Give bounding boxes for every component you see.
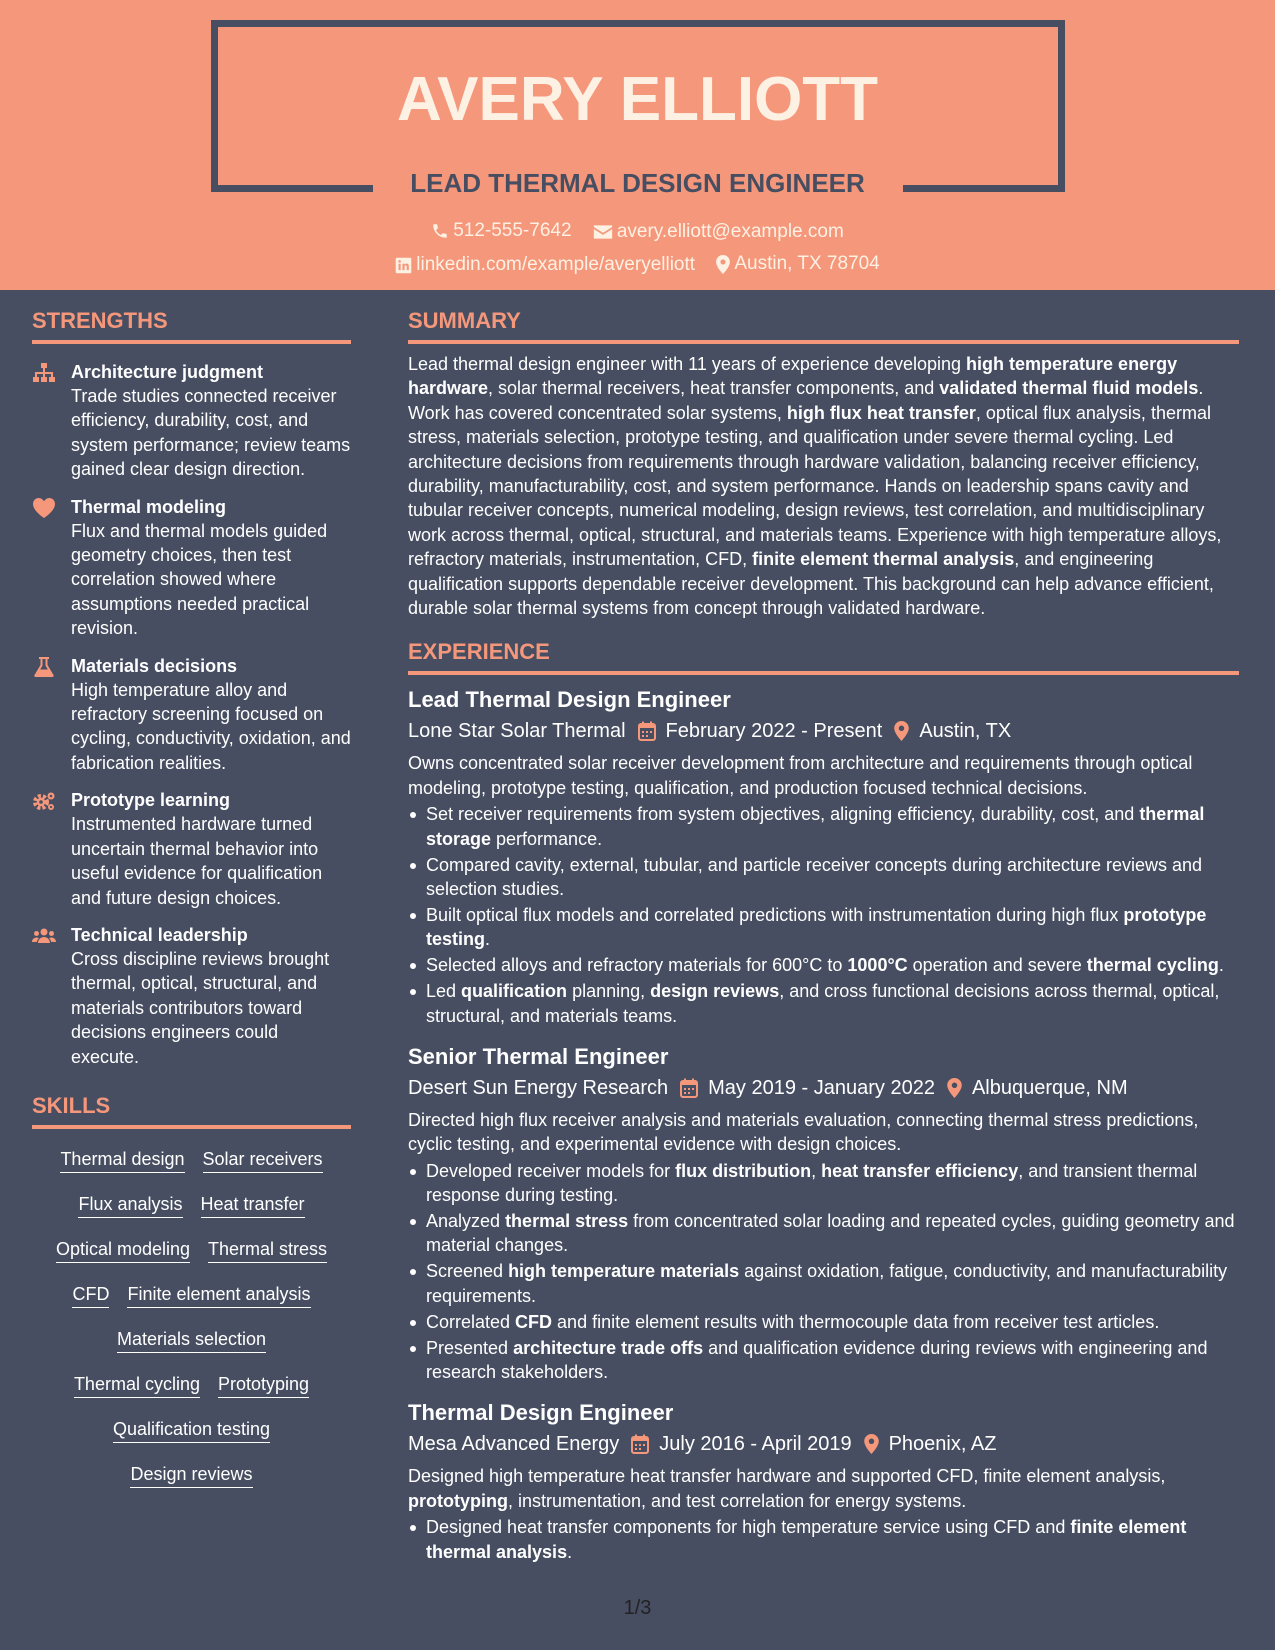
text-segment: , and transient thermal response during testing. (426, 1160, 1198, 1206)
text-segment: , optical flux analysis, thermal stress, materials selection, prototype testing, and qualification under severe thermal cycling. Led architecture decisions from requirements through hardware validation, balancing receiver efficiency, durability, manufacturability, cost, and system performance. Hands on leadership spans cavity and tubular receiver concepts, numerical modeling, design reviews, test correlation, and multidisciplinary work across thermal, optical, structural, and materials teams. Experience with high temperature alloys, refractory materials, instrumentation, CFD, (408, 402, 1222, 570)
bold-text: 1000°C (847, 955, 908, 976)
phone-contact[interactable] (431, 218, 571, 244)
job-description (408, 1464, 1239, 1513)
job-role: Senior Thermal Engineer (408, 1043, 669, 1069)
right-column (408, 290, 1239, 1566)
pin-icon-wrap (864, 1434, 879, 1454)
job-bullets (408, 802, 1239, 1028)
bold-text: architecture trade offs (513, 1337, 704, 1358)
text-segment: , (811, 1160, 822, 1181)
skill-tag: Finite element analysis (127, 1283, 310, 1308)
bold-text: CFD (515, 1311, 553, 1332)
text-segment: , instrumentation, and test correlation for energy systems. (507, 1490, 967, 1511)
bullet-item (408, 1515, 1239, 1564)
phone-text: 512-555-7642 (453, 220, 572, 241)
experience-heading: EXPERIENCE (408, 639, 550, 665)
text-segment: Designed high temperature heat transfer hardware and supported CFD, finite element analysis, (408, 1466, 1166, 1487)
text-segment: Developed receiver models for (426, 1160, 676, 1181)
resume-header (0, 0, 1275, 290)
users-icon (32, 925, 56, 947)
job-company: Lone Star Solar Thermal (408, 720, 626, 743)
bold-text: prototype testing (426, 904, 1207, 950)
text-segment: Presented (426, 1337, 514, 1358)
flask-icon (32, 656, 56, 678)
skill-tag: Qualification testing (113, 1418, 270, 1443)
bold-text: finite element thermal analysis (752, 549, 1015, 570)
bold-text: thermal stress (505, 1211, 629, 1232)
strength-item (32, 788, 351, 910)
header-frame-top (211, 20, 1065, 27)
job-entry (408, 1398, 1239, 1564)
summary-rule (408, 340, 1239, 344)
text-segment: Compared cavity, external, tubular, and particle receiver concepts during architecture reviews and selection studies. (426, 854, 1203, 899)
skill-tag: Flux analysis (78, 1193, 182, 1218)
calendar-icon (631, 1434, 649, 1454)
strengths-list (32, 360, 351, 1069)
summary-text (408, 352, 1239, 620)
bold-text: thermal cycling (1086, 955, 1219, 976)
strength-desc: Trade studies connected receiver efficiency, durability, cost, and system performance; review teams gained clear design direction. (71, 386, 351, 480)
bold-text: qualification (461, 981, 568, 1002)
skill-row (32, 1183, 351, 1228)
job-company: Desert Sun Energy Research (408, 1076, 669, 1099)
location-text: Austin, TX 78704 (734, 253, 880, 274)
calendar-icon (638, 721, 656, 741)
strength-title: Technical leadership (71, 924, 248, 945)
bold-text: heat transfer efficiency (821, 1160, 1019, 1181)
bullet-item (408, 802, 1239, 851)
map-pin-icon (716, 255, 730, 274)
text-segment: and qualification evidence during reviews with engineering and research stakeholders. (426, 1337, 1208, 1382)
text-segment: . (1218, 955, 1224, 976)
text-segment: Analyzed (426, 1211, 506, 1232)
strength-desc: Cross discipline reviews brought thermal, optical, structural, and materials contributors toward decisions engineers could execute. (71, 948, 330, 1067)
text-segment: . (567, 1541, 573, 1562)
strength-title: Architecture judgment (71, 362, 264, 382)
skill-tag: Thermal cycling (74, 1373, 200, 1398)
contact-row-1 (0, 218, 1275, 248)
linkedin-contact[interactable] (395, 252, 695, 278)
skill-tag: Design reviews (130, 1463, 252, 1488)
text-segment: from concentrated solar loading and repeated cycles, guiding geometry and material changes. (426, 1211, 1235, 1256)
text-segment: against oxidation, fatigue, conductivity, and manufacturability requirements. (426, 1261, 1228, 1306)
text-segment: Built optical flux models and correlated predictions with instrumentation during high flux (426, 904, 1124, 925)
strength-title: Thermal modeling (71, 496, 227, 517)
strength-item (32, 495, 351, 641)
strength-desc: Flux and thermal models guided geometry choices, then test correlation showed where assumptions needed practical revision. (71, 520, 328, 639)
job-dates: May 2019 - January 2022 (708, 1076, 935, 1099)
bold-text: high flux heat transfer (786, 402, 976, 423)
experience-rule (408, 671, 1239, 675)
job-meta (408, 715, 1239, 747)
map-pin-icon (864, 1434, 879, 1454)
job-description: Directed high flux receiver analysis and materials evaluation, connecting thermal stress predictions, cyclic testing, and experimental evidence with design choices. (408, 1109, 1199, 1155)
text-segment: Lead thermal design engineer with 11 years of experience developing (408, 354, 967, 374)
phone-icon (431, 222, 449, 240)
text-segment: , and cross functional decisions across thermal, optical, structural, and materials teams. (426, 981, 1220, 1026)
text-segment: , solar thermal receivers, heat transfer components, and (488, 378, 940, 399)
text-segment: Led (426, 981, 462, 1002)
bold-text: prototyping (408, 1490, 508, 1511)
bullet-item (408, 1209, 1239, 1258)
strength-title: Materials decisions (71, 655, 238, 676)
pin-icon-wrap (894, 721, 909, 741)
job-role: Thermal Design Engineer (408, 1400, 674, 1426)
job-meta (408, 1428, 1239, 1460)
text-segment: Designed heat transfer components for high temperature service using CFD and (426, 1517, 1071, 1538)
candidate-name: AVERY ELLIOTT (396, 65, 879, 134)
summary-heading: SUMMARY (408, 308, 521, 333)
text-segment: planning, (567, 981, 651, 1002)
linkedin-icon (395, 257, 412, 274)
calendar-icon-wrap (680, 1078, 698, 1098)
skill-tag: Optical modeling (56, 1238, 190, 1263)
email-text: avery.elliott@example.com (616, 221, 844, 242)
sitemap-icon (32, 362, 56, 384)
page-number: 1/3 (623, 1597, 652, 1619)
gears-icon (32, 790, 56, 812)
skill-row (32, 1453, 351, 1498)
bold-text: flux distribution (675, 1160, 812, 1181)
bullet-item (408, 1336, 1239, 1385)
strength-item (32, 360, 351, 482)
skill-tag: CFD (72, 1283, 109, 1308)
skill-row (32, 1318, 351, 1363)
skill-tag: Thermal design (60, 1148, 184, 1173)
text-segment: . Work has covered concentrated solar systems, (408, 378, 1204, 423)
job-meta (408, 1072, 1239, 1104)
bold-text: high temperature materials (508, 1261, 740, 1282)
skill-row (32, 1408, 351, 1453)
job-location: Austin, TX (919, 720, 1012, 743)
strength-title: Prototype learning (71, 790, 231, 811)
bold-text: finite element thermal analysis (426, 1517, 1187, 1562)
calendar-icon-wrap (638, 721, 656, 741)
text-segment: and finite element results with thermocouple data from receiver test articles. (552, 1311, 1160, 1332)
map-pin-icon (947, 1078, 962, 1098)
job-bullets (408, 1515, 1239, 1564)
job-location: Phoenix, AZ (888, 1433, 997, 1456)
job-dates: July 2016 - April 2019 (659, 1433, 852, 1456)
skill-tag: Thermal stress (208, 1238, 327, 1263)
job-bullets (408, 1159, 1239, 1385)
job-dates: February 2022 - Present (665, 720, 883, 743)
calendar-icon-wrap (631, 1434, 649, 1454)
skill-tag: Prototyping (218, 1373, 309, 1398)
pin-icon-wrap (947, 1078, 962, 1098)
envelope-icon (593, 224, 613, 240)
candidate-title: LEAD THERMAL DESIGN ENGINEER (410, 168, 865, 198)
skills-list (32, 1138, 351, 1498)
skill-tag: Solar receivers (203, 1148, 323, 1173)
location-contact (716, 251, 879, 277)
text-segment: performance. (491, 828, 603, 849)
skill-row (32, 1138, 351, 1183)
text-segment: Selected alloys and refractory materials for 600°C to (426, 955, 848, 976)
calendar-icon (680, 1078, 698, 1098)
text-segment: Correlated (426, 1311, 516, 1332)
job-location: Albuquerque, NM (971, 1076, 1128, 1099)
strengths-heading: STRENGTHS (32, 308, 168, 333)
text-segment: Screened (426, 1261, 509, 1282)
strength-desc: High temperature alloy and refractory screening focused on cycling, conductivity, oxidation, and fabrication realities. (71, 679, 351, 773)
bullet-item (408, 903, 1239, 952)
bold-text: high temperature energy hardware (408, 354, 1178, 399)
text-segment: . (485, 929, 491, 950)
job-entry (408, 1042, 1239, 1384)
bullet-item (408, 853, 1239, 902)
linkedin-text: linkedin.com/example/averyelliott (416, 254, 696, 275)
bullet-item (408, 1159, 1239, 1208)
skills-rule (32, 1125, 351, 1129)
skill-row (32, 1363, 351, 1408)
strength-item (32, 923, 351, 1069)
job-entry (408, 685, 1239, 1027)
text-segment: Set receiver requirements from system objectives, aligning efficiency, durability, cost, and (426, 804, 1140, 825)
skill-tag: Materials selection (117, 1328, 266, 1353)
bullet-item (408, 1259, 1239, 1308)
bullet-item (408, 953, 1239, 977)
experience-list (408, 685, 1239, 1564)
heart-icon (32, 497, 56, 519)
bullet-item (408, 979, 1239, 1028)
text-segment: , and engineering qualification supports dependable receiver development. This background can help advance efficient, durable solar thermal systems from concept through validated hardware. (408, 549, 1214, 619)
skill-row (32, 1228, 351, 1273)
strength-item (32, 654, 351, 776)
job-role: Lead Thermal Design Engineer (408, 687, 731, 713)
skill-row (32, 1273, 351, 1318)
strengths-rule (32, 340, 351, 344)
skills-heading: SKILLS (32, 1092, 111, 1118)
contact-row-2 (0, 251, 1275, 282)
skill-tag: Heat transfer (201, 1193, 305, 1218)
map-pin-icon (894, 721, 909, 741)
job-description: Owns concentrated solar receiver development from architecture and requirements through optical modeling, prototype testing, qualification, and production focused technical decisions. (408, 753, 1193, 798)
bold-text: thermal storage (426, 804, 1205, 849)
bold-text: validated thermal fluid models (939, 378, 1199, 399)
strength-desc: Instrumented hardware turned uncertain thermal behavior into useful evidence for qualification and future design choices. (71, 814, 323, 908)
text-segment: operation and severe (907, 955, 1087, 976)
email-contact[interactable] (593, 219, 844, 245)
left-column (32, 290, 351, 1498)
bullet-item (408, 1310, 1239, 1334)
job-company: Mesa Advanced Energy (408, 1433, 620, 1456)
bold-text: design reviews (650, 981, 780, 1002)
